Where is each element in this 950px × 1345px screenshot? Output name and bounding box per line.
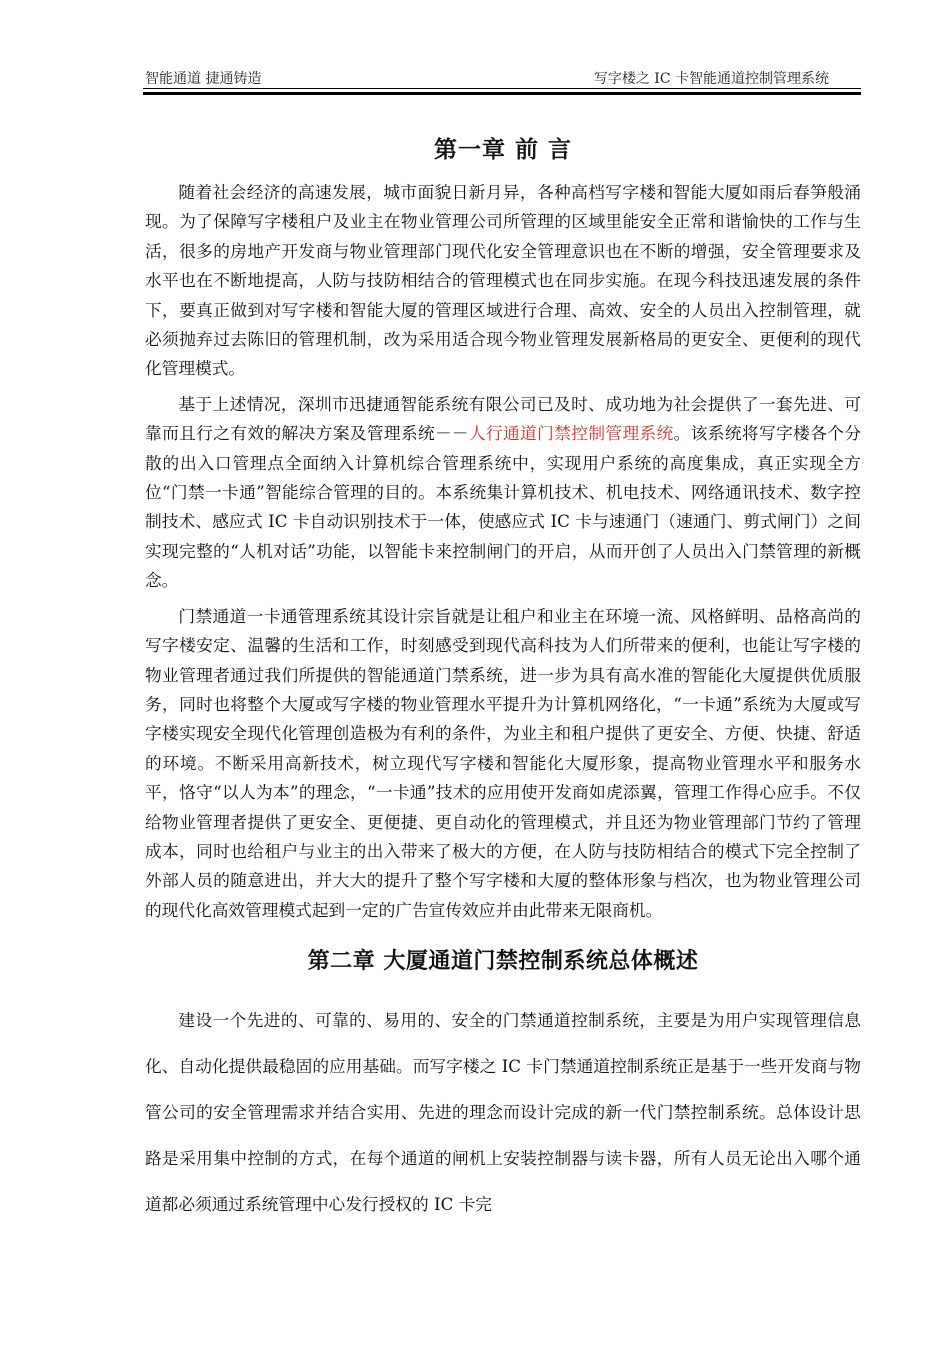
chapter1-paragraph-1: 随着社会经济的高速发展，城市面貌日新月异，各种高档写字楼和智能大厦如雨后春笋般涌现。为了保障写字楼租户及业主在物业管理公司所管理的区域里能安全正常和谐愉快的工作与生活，很多的房地产开发商与物业管理部门现代化安全管理意识也在不断的增强，安全管理要求及水平也在不断地提高，人防与技防相结合的管理模式也在同步实施。在现今科技迅速发展的条件下，要真正做到对写字楼和智能大厦的管理区域进行合理、高效、安全的人员出入控制管理，就必须抛弃过去陈旧的管理机制，改为采用适合现今物业管理发展新格局的更安全、更便利的现代化管理模式。: [145, 182, 861, 379]
chapter2-title: 第二章 大厦通道门禁控制系统总体概述: [307, 948, 699, 975]
chapter1-paragraph-3: 门禁通道一卡通管理系统其设计宗旨就是让租户和业主在环境一流、风格鲜明、品格高尚的写字楼安定、温馨的生活和工作，时刻感受到现代高科技为人们所带来的便利，也能让写字楼的物业管理者通过我们所提供的智能通道门禁系统，进一步为具有高水准的智能化大厦提供优质服务，同时也将整个大厦或写字楼的物业管理水平提升为计算机网络化，“一卡通”系统为大厦或写字楼实现安全现代化管理创造极为有利的条件，为业主和租户提供了更安全、方便、快捷、舒适的环境。不断采用高新技术，树立现代写字楼和智能化大厦形象，提高物业管理水平和服务水平，恪守“以人为本”的理念，“一卡通”技术的应用使开发商如虎添翼，管理工作得心应手。不仅给物业管理者提供了更安全、更便捷、更自动化的管理模式，并且还为物业管理部门节约了管理成本，同时也给租户与业主的出入带来了极大的方便，在人防与技防相结合的模式下完全控制了外部人员的随意进出，并大大的提升了整个写字楼和大厦的整体形象与档次，也为物业管理公司的现代化高效管理模式起到一定的广告宣传效应并由此带来无限商机。: [145, 605, 861, 920]
system-name-highlight: 人行通道门禁控制管理系统: [468, 423, 674, 444]
header-rule-thin: [143, 88, 861, 89]
chapter2-paragraph-1: 建设一个先进的、可靠的、易用的、安全的门禁通道控制系统，主要是为用户实现管理信息化、自动化提供最稳固的应用基础。而写字楼之 IC 卡门禁通道控制系统正是基于一些开发商与物管公司的安全管理需求并结合实用、先进的理念而设计完成的新一代门禁控制系统。总体设计思路是采用集中控制的方式，在每个通道的闸机上安装控制器与读卡器，所有人员无论出入哪个通道都必须通过系统管理中心发行授权的 IC 卡完: [145, 1010, 861, 1215]
header-rule-thick: [143, 92, 861, 95]
chapter1-paragraph-2-end: 。该系统将写字楼各个分散的出入口管理点全面纳入计算机综合管理系统中，实现用户系统的高度集成，真正实现全方位“门禁一卡通”智能综合管理的目的。本系统集计算机技术、机电技术、网络通讯技术、数字控制技术、感应式 IC 卡自动识别技术于一体，使感应式 IC 卡与速通门（速通门、剪式闸门）之间实现完整的“人机对话”功能，以智能卡来控制闸门的开启，从而开创了人员出入门禁管理的新概念。: [145, 423, 862, 591]
chapter1-paragraph-2: [145, 390, 861, 596]
header-right-text: 写字楼之 IC 卡智能通道控制管理系统: [593, 71, 829, 87]
document-body: [145, 128, 861, 1227]
page-header: [143, 64, 861, 94]
header-left-text: 智能通道 捷通铸造: [145, 71, 262, 87]
chapter1-paragraph-2-start: 基于上述情况，深圳市迅捷通智能系统有限公司已及时、成功地为社会提供了一套先进、可靠而且行之有效的解决方案及管理系统－－: [145, 393, 861, 444]
chapter1-title: 第一章 前 言: [433, 136, 572, 163]
